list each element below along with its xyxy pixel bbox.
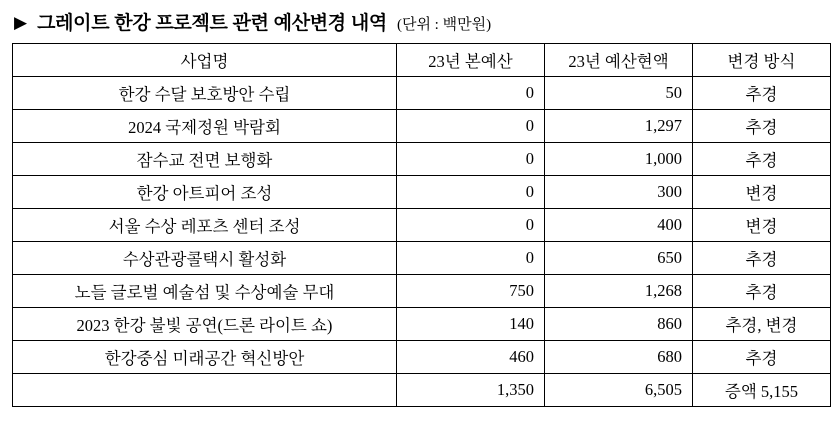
cell-change-method: 추경 — [693, 242, 831, 275]
cell-original-budget: 0 — [397, 176, 545, 209]
cell-project-name: 수상관광콜택시 활성화 — [13, 242, 397, 275]
cell-original-budget: 0 — [397, 77, 545, 110]
cell-change-method: 추경, 변경 — [693, 308, 831, 341]
page-title: 그레이트 한강 프로젝트 관련 예산변경 내역 — [37, 13, 387, 34]
cell-current-budget: 400 — [545, 209, 693, 242]
cell-project-name: 잠수교 전면 보행화 — [13, 143, 397, 176]
cell-change-method: 추경 — [693, 143, 831, 176]
cell-current-budget: 1,297 — [545, 110, 693, 143]
cell-current-budget: 50 — [545, 77, 693, 110]
column-header-current-budget: 23년 예산현액 — [545, 44, 693, 77]
cell-total-label — [13, 374, 397, 407]
cell-current-budget: 680 — [545, 341, 693, 374]
cell-current-budget: 860 — [545, 308, 693, 341]
cell-total-current-budget: 6,505 — [545, 374, 693, 407]
table-row — [13, 308, 831, 341]
cell-change-method: 변경 — [693, 176, 831, 209]
table-row — [13, 176, 831, 209]
cell-project-name: 한강 아트피어 조성 — [13, 176, 397, 209]
cell-change-method: 변경 — [693, 209, 831, 242]
cell-project-name: 한강 수달 보호방안 수립 — [13, 77, 397, 110]
column-header-project-name: 사업명 — [13, 44, 397, 77]
table-row — [13, 275, 831, 308]
table-row — [13, 143, 831, 176]
cell-total-original-budget: 1,350 — [397, 374, 545, 407]
table-total-row — [13, 374, 831, 407]
title-row — [10, 8, 830, 35]
cell-change-method: 추경 — [693, 110, 831, 143]
cell-original-budget: 750 — [397, 275, 545, 308]
triangle-bullet-icon: ▶ — [14, 13, 28, 32]
table-row — [13, 209, 831, 242]
cell-change-method: 추경 — [693, 341, 831, 374]
cell-original-budget: 0 — [397, 143, 545, 176]
cell-current-budget: 650 — [545, 242, 693, 275]
table-row — [13, 242, 831, 275]
cell-original-budget: 0 — [397, 209, 545, 242]
cell-project-name: 노들 글로벌 예술섬 및 수상예술 무대 — [13, 275, 397, 308]
budget-change-table — [12, 43, 831, 407]
cell-original-budget: 0 — [397, 242, 545, 275]
table-row — [13, 77, 831, 110]
cell-original-budget: 140 — [397, 308, 545, 341]
table-header-row — [13, 44, 831, 77]
table-row — [13, 110, 831, 143]
cell-original-budget: 0 — [397, 110, 545, 143]
column-header-change-method: 변경 방식 — [693, 44, 831, 77]
cell-current-budget: 1,268 — [545, 275, 693, 308]
cell-change-method: 추경 — [693, 275, 831, 308]
cell-total-change-method: 증액 5,155 — [693, 374, 831, 407]
cell-project-name: 한강중심 미래공간 혁신방안 — [13, 341, 397, 374]
cell-project-name: 2023 한강 불빛 공연(드론 라이트 쇼) — [13, 308, 397, 341]
table-row — [13, 341, 831, 374]
cell-current-budget: 300 — [545, 176, 693, 209]
column-header-original-budget: 23년 본예산 — [397, 44, 545, 77]
cell-original-budget: 460 — [397, 341, 545, 374]
cell-project-name: 2024 국제정원 박람회 — [13, 110, 397, 143]
cell-project-name: 서울 수상 레포츠 센터 조성 — [13, 209, 397, 242]
cell-current-budget: 1,000 — [545, 143, 693, 176]
unit-note: (단위 : 백만원) — [396, 17, 492, 33]
cell-change-method: 추경 — [693, 77, 831, 110]
